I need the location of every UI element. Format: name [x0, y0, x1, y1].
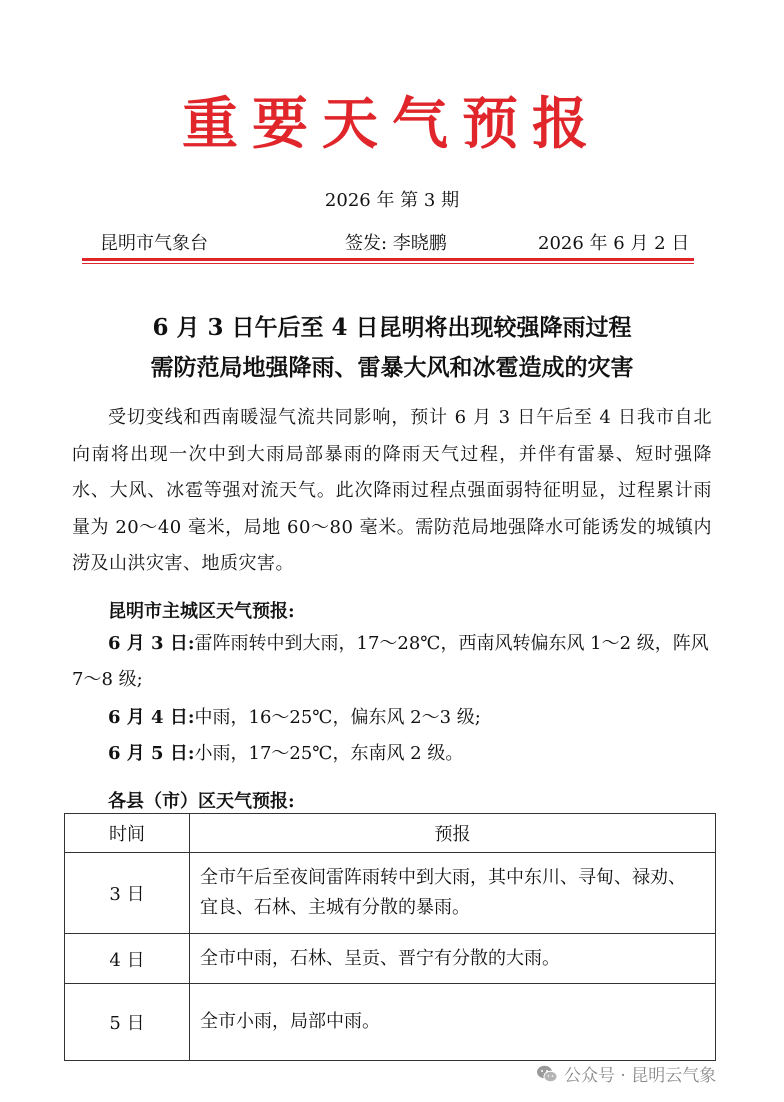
forecast-date: 6 月 3 日:: [108, 633, 195, 654]
table-row: [65, 853, 716, 934]
city-forecast-day: [72, 736, 712, 772]
table-cell-forecast: 全市中雨，石林、呈贡、晋宁有分散的大雨。: [190, 934, 716, 984]
header-divider-thin: [82, 263, 694, 264]
table-cell-forecast: 全市小雨，局部中雨。: [190, 984, 716, 1061]
forecast-text: 小雨，17～25℃，东南风 2 级。: [194, 743, 464, 764]
table-row: [65, 934, 716, 984]
document-title: 重要天气预报: [182, 91, 602, 157]
forecast-text: 中雨，16～25℃，偏东风 2～3 级;: [194, 707, 481, 728]
signed-by: 签发: 李晓鹏: [345, 233, 447, 254]
header-divider-thick: [82, 258, 694, 261]
table-header-row: [65, 814, 716, 853]
wechat-icon: [536, 1064, 558, 1084]
column-header-forecast: 预报: [190, 814, 716, 853]
headline-line-2: 需防范局地强降雨、雷暴大风和冰雹造成的灾害: [150, 354, 634, 381]
watermark-text: 公众号 · 昆明云气象: [564, 1066, 717, 1086]
issue-date: 2026 年 6 月 2 日: [538, 233, 690, 254]
city-forecast-day: [72, 626, 712, 698]
issue-number: 2026 年 第 3 期: [324, 190, 460, 211]
table-cell-day: 5 日: [65, 984, 190, 1061]
table-cell-day: 3 日: [65, 853, 190, 934]
headline-line-1: 6 月 3 日午后至 4 日昆明将出现较强降雨过程: [152, 314, 632, 341]
table-cell-forecast: 全市午后至夜间雷阵雨转中到大雨，其中东川、寻甸、禄劝、宜良、石林、主城有分散的暴雨。: [190, 853, 716, 934]
forecast-text: 雷阵雨转中到大雨，17～28℃，西南风转偏东风 1～2 级，阵风 7～8 级;: [72, 633, 709, 690]
forecast-date: 6 月 4 日:: [108, 707, 195, 728]
table-cell-day: 4 日: [65, 934, 190, 984]
column-header-time: 时间: [65, 814, 190, 853]
forecast-date: 6 月 5 日:: [108, 743, 195, 764]
city-forecast-heading: 昆明市主城区天气预报:: [108, 601, 295, 622]
county-forecast-heading: 各县（市）区天气预报:: [108, 791, 295, 812]
issuing-agency: 昆明市气象台: [100, 233, 208, 254]
city-forecast-day: [72, 700, 712, 736]
watermark: [536, 1061, 716, 1086]
summary-paragraph: 受切变线和西南暖湿气流共同影响，预计 6 月 3 日午后至 4 日我市自北向南将出现一次中到大雨局部暴雨的降雨天气过程，并伴有雷暴、短时强降水、大风、冰雹等强对流天气。此次降雨过程点强面弱特征明显，过程累计雨量为 20～40 毫米，局地 60～80 毫米。需防范局地强降水可能诱发的城镇内涝及山洪灾害、地质灾害。: [72, 407, 712, 574]
county-forecast-table: [64, 813, 716, 1061]
table-row: [65, 984, 716, 1061]
